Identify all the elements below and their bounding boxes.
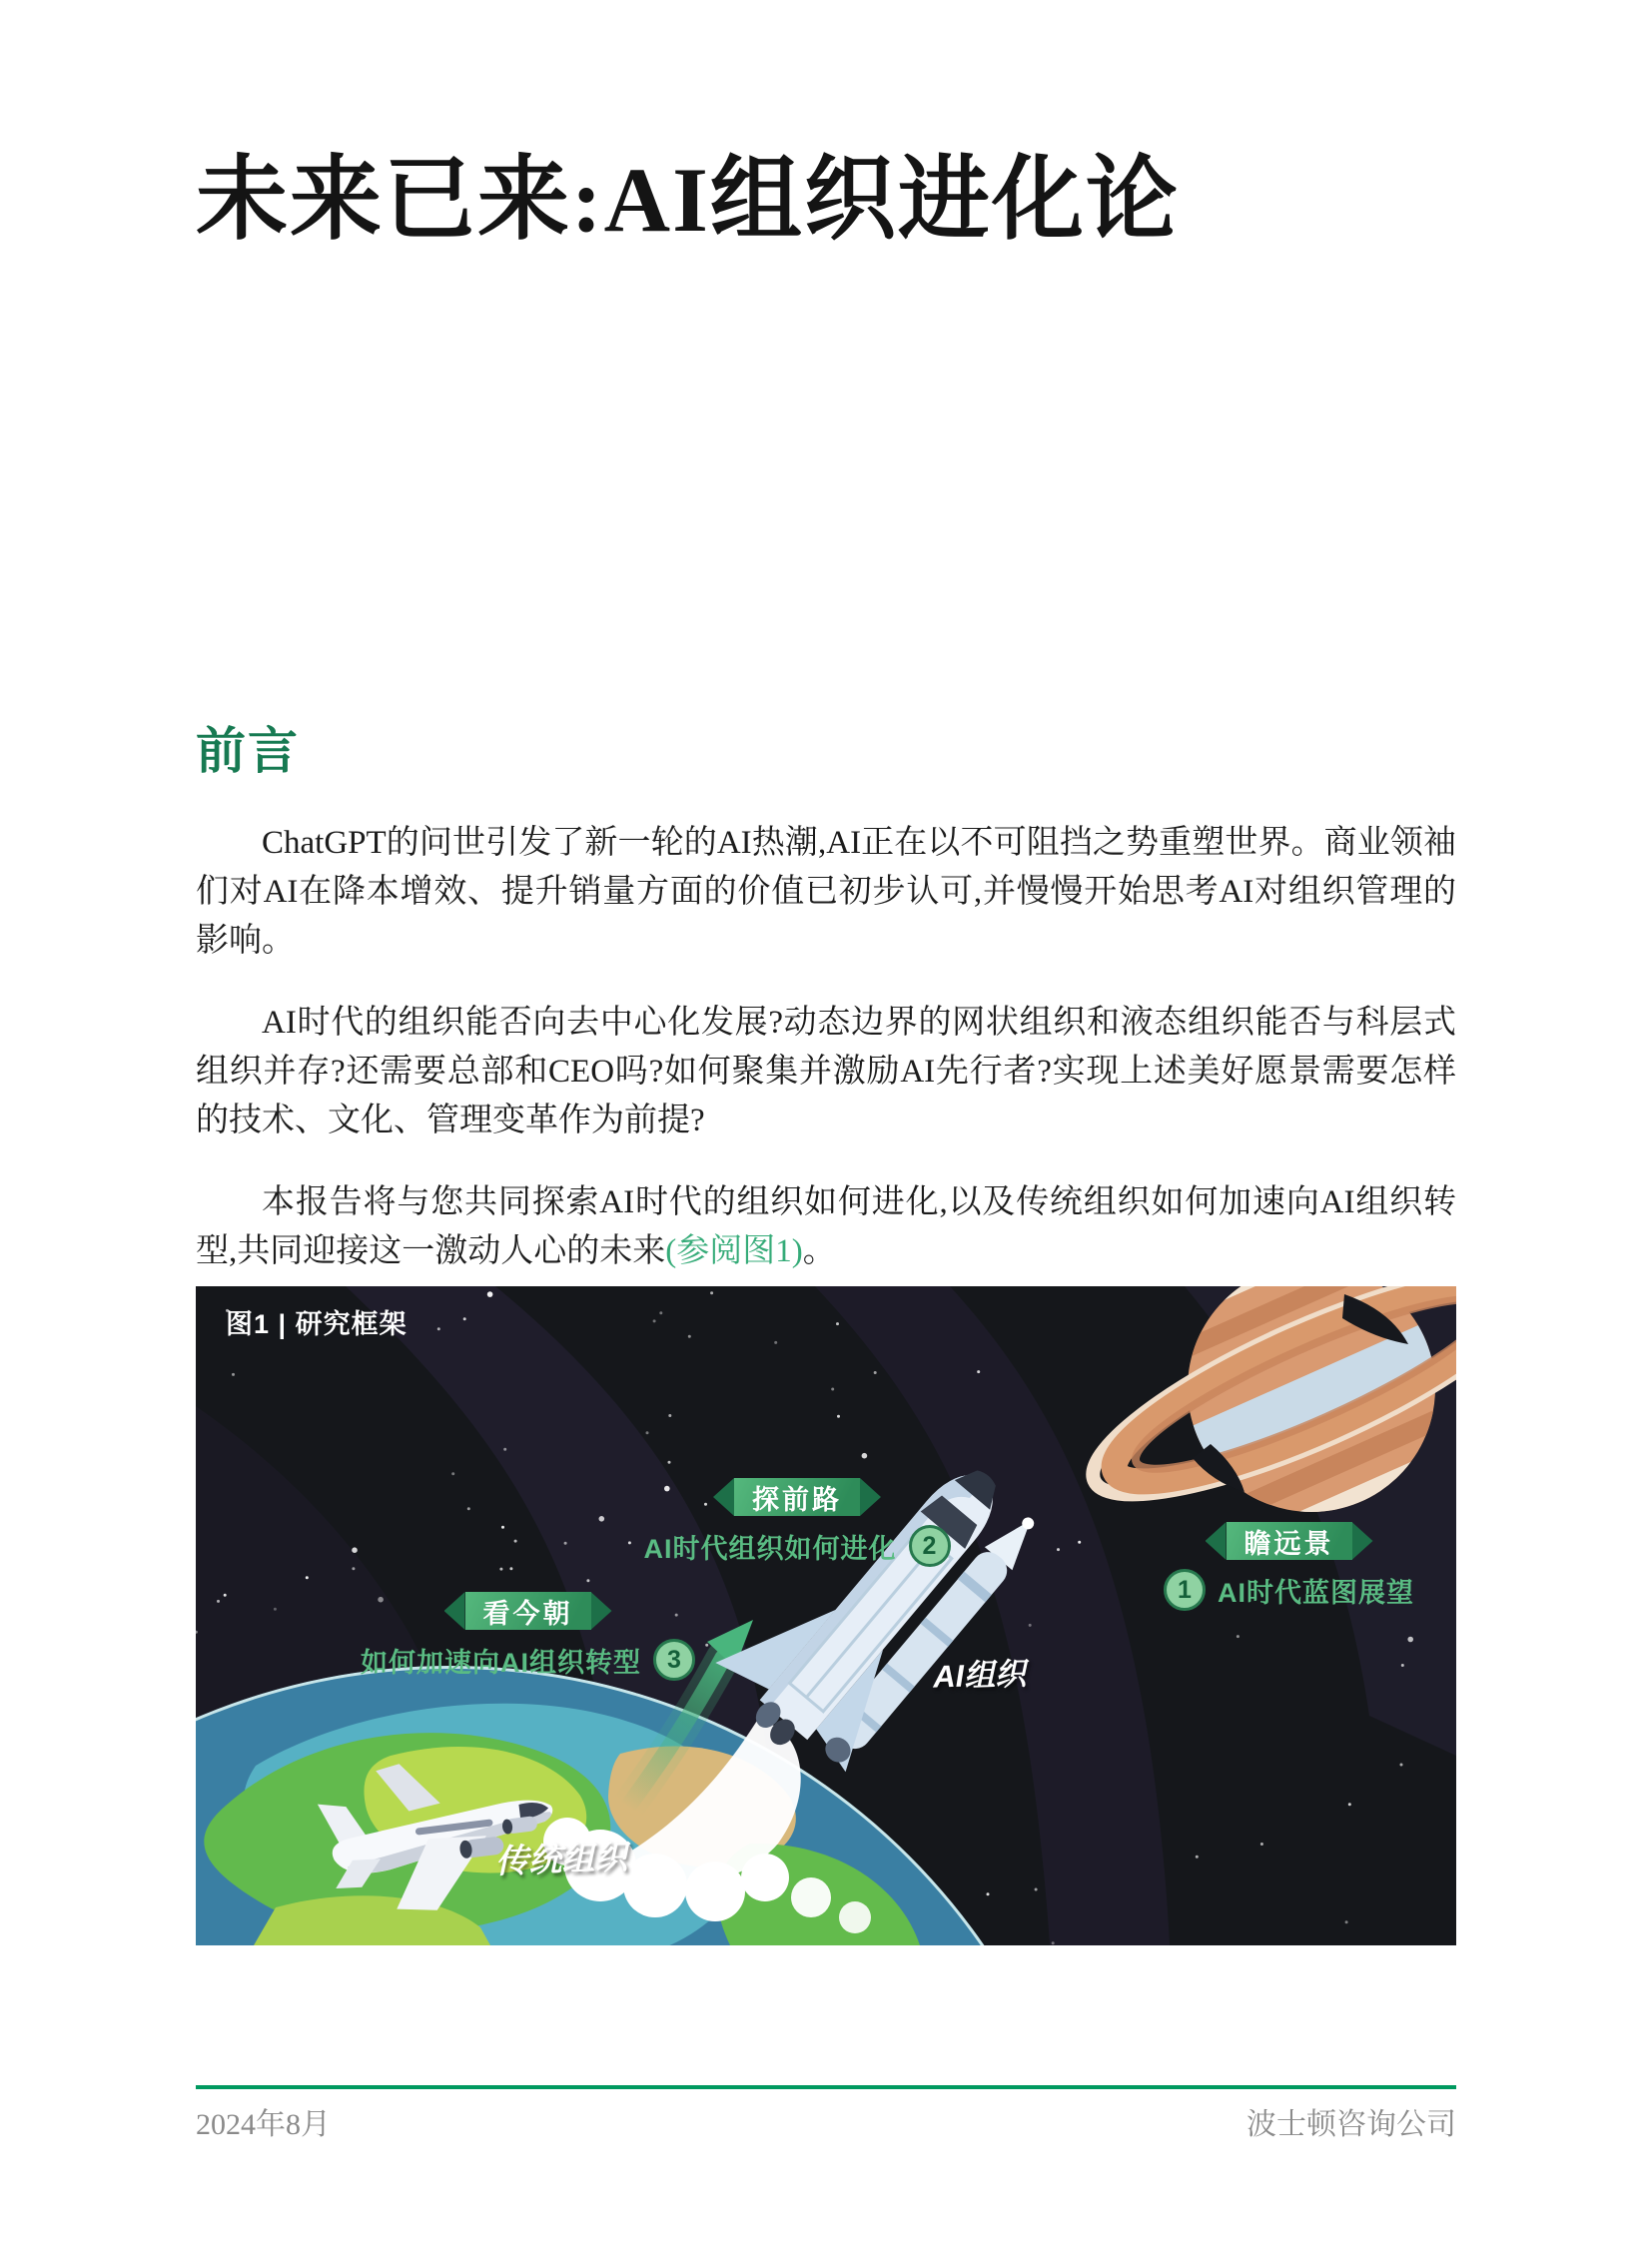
badge-desc [643,1525,947,1567]
preface-section [196,711,1456,1309]
ribbon-fold-right-icon [1352,1522,1373,1560]
paragraph-1: ChatGPT的问世引发了新一轮的AI热潮,AI正在以不可阻挡之势重塑世界。商业领袖们对AI在降本增效、提升销量方面的价值已初步认可,并慢慢开始思考AI对组织管理的影响。 [196,825,1456,959]
step-number-badge: 1 [1164,1569,1206,1611]
traditional-org-label: 传统组织 [494,1838,628,1880]
figure-caption: 图1 | 研究框架 [226,1309,408,1339]
badge-desc [1137,1569,1441,1611]
ribbon-banner [444,1592,612,1630]
step-number-badge: 2 [909,1525,951,1567]
step-number-badge: 3 [653,1639,695,1681]
paragraph-3 [196,1178,1456,1276]
paragraph-3-text: 本报告将与您共同探索AI时代的组织如何进化,以及传统组织如何加速向AI组织转型,共同迎接这一激动人心的未来 [196,1184,1456,1269]
badge-vision-outlook [1137,1522,1441,1611]
figure-reference-link[interactable]: (参阅图1) [665,1233,803,1269]
ribbon-text: 看今朝 [465,1592,591,1630]
ribbon-fold-left-icon [713,1478,734,1516]
ai-org-label: AI组织 [932,1656,1027,1695]
badge-desc-text: 如何加速向AI组织转型 [361,1647,641,1678]
footer-company: 波士顿咨询公司 [1246,2108,1456,2141]
badge-desc-text: AI时代组织如何进化 [643,1533,897,1564]
footer-date: 2024年8月 [196,2108,331,2141]
figure-1-research-framework [196,1286,1456,1945]
badge-desc-text: AI时代蓝图展望 [1218,1577,1414,1608]
paragraph-3-suffix: 。 [802,1233,836,1269]
paragraph-2: AI时代的组织能否向去中心化发展?动态边界的网状组织和液态组织能否与科层式组织并存?还需要总部和CEO吗?如何聚集并激励AI先行者?实现上述美好愿景需要怎样的技术、文化、管理变革作为前提? [196,1005,1456,1138]
badge-explore-path [643,1478,947,1567]
ribbon-text: 探前路 [734,1478,860,1516]
ribbon-fold-left-icon [444,1592,465,1630]
page-title: 未来已来:AI组织进化论 [196,149,1180,251]
ribbon-fold-right-icon [591,1592,612,1630]
ribbon-fold-right-icon [860,1478,881,1516]
footer-rule [196,2085,1456,2089]
ribbon-text: 瞻远景 [1227,1522,1352,1560]
ribbon-banner [1206,1522,1373,1560]
badge-present-day [361,1592,685,1681]
preface-heading: 前言 [196,723,300,779]
ribbon-banner [713,1478,881,1516]
ribbon-fold-left-icon [1206,1522,1227,1560]
page-footer [196,2099,1456,2143]
badge-desc [361,1639,685,1681]
